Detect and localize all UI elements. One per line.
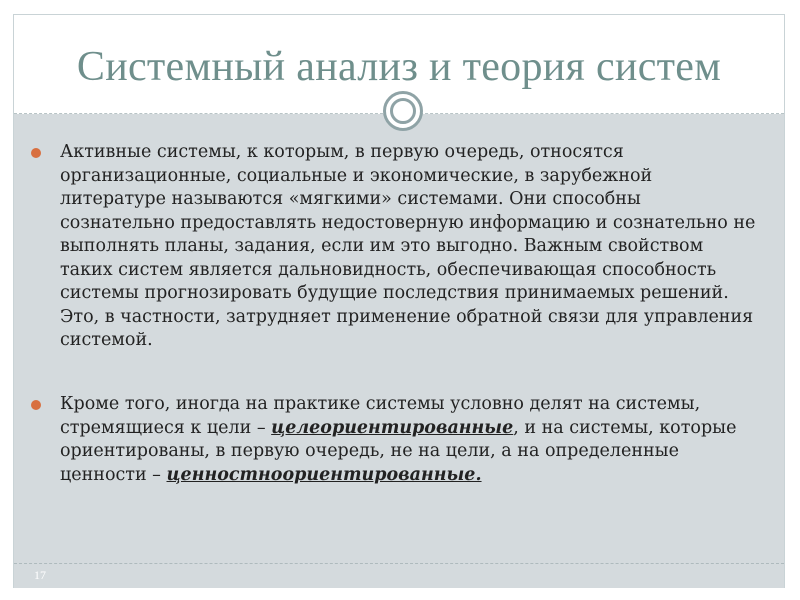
page-number: 17	[34, 568, 46, 582]
footer	[14, 563, 784, 588]
slide-title: Системный анализ и теория систем	[76, 44, 722, 90]
bullet-item	[60, 393, 760, 487]
emphasized-term: целеориентированные	[271, 417, 514, 438]
bullet-text-part: Кроме того, иногда на практике системы условно делят на системы, стремящиеся к цели –	[60, 394, 701, 438]
bullet-item	[60, 141, 760, 353]
bullet-text: Активные системы, к которым, в первую очередь, относятся организационные, социальные и экономические, в зарубежной литературе называются «мягкими» системами. Они способны сознательно предоставлять недостоверную информацию и сознательно не выполнять планы, задания, если им это выгодно. Важным свойством таких систем является дальновидность, обеспечивающая способность системы прогнозировать будущие последствия принимаемых решений. Это, в частности, затрудняет применение обратной связи для управления системой.	[60, 142, 756, 350]
ring-ornament-icon	[383, 91, 423, 131]
bullet-text-part: , и на системы, которые ориентированы, в первую очередь, не на цели, а на определенные ценности –	[60, 417, 737, 485]
bullet-dot-icon	[31, 400, 41, 410]
slide	[13, 14, 785, 588]
ring-inner	[390, 98, 416, 124]
bullet-dot-icon	[31, 148, 41, 158]
emphasized-term: ценностноориентированные.	[166, 464, 482, 485]
content-area	[14, 114, 784, 563]
